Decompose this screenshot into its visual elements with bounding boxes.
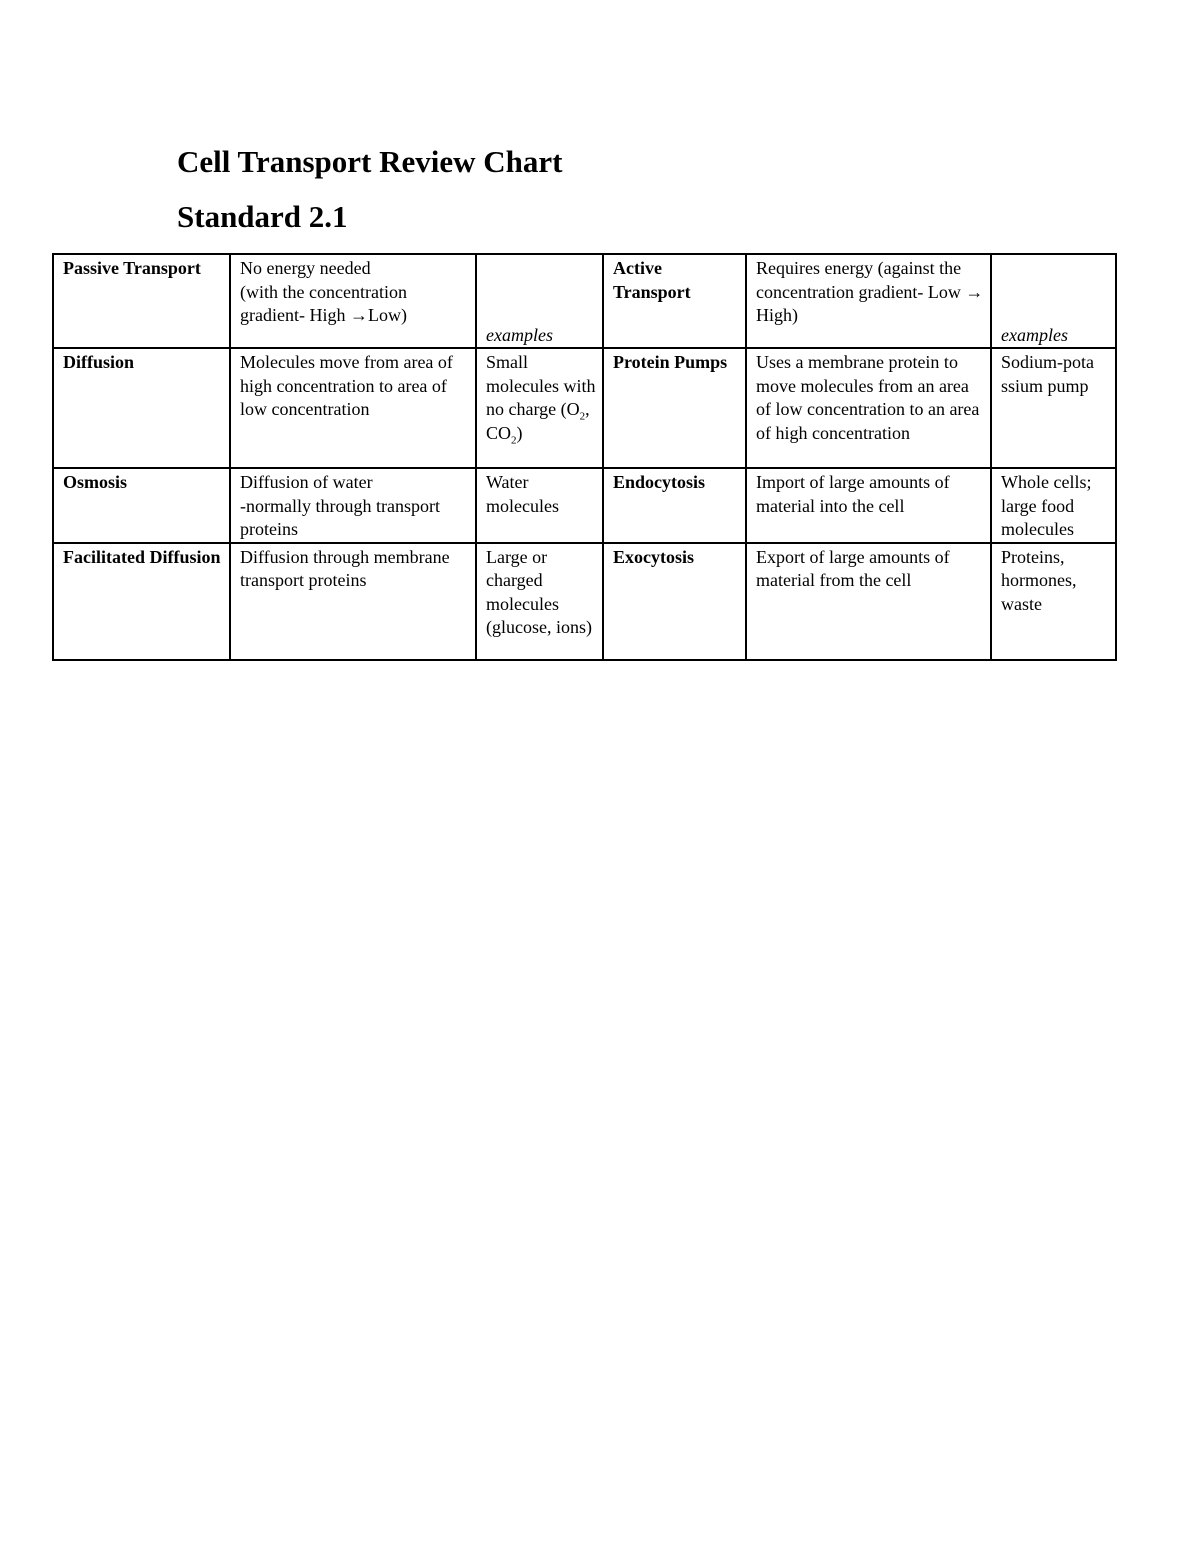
active-transport-header: Active Transport bbox=[603, 254, 746, 348]
passive-type-cell: Diffusion bbox=[53, 348, 230, 468]
passive-description-cell: Diffusion through membrane transport proteins bbox=[230, 543, 476, 660]
passive-transport-header: Passive Transport bbox=[53, 254, 230, 348]
active-examples-label: examples bbox=[1001, 324, 1068, 345]
active-type-cell: Endocytosis bbox=[603, 468, 746, 543]
active-examples-header-cell bbox=[991, 254, 1116, 348]
active-type-cell: Exocytosis bbox=[603, 543, 746, 660]
active-examples-cell: Proteins, hormones, waste bbox=[991, 543, 1116, 660]
passive-description-cell: Diffusion of water -normally through transport proteins bbox=[230, 468, 476, 543]
passive-transport-description: No energy needed (with the concentration gradient- High →Low) bbox=[230, 254, 476, 348]
subscript: 2 bbox=[579, 410, 586, 423]
active-transport-description: Requires energy (against the concentration gradient- Low → High) bbox=[746, 254, 991, 348]
active-type-cell: Protein Pumps bbox=[603, 348, 746, 468]
subscript: 2 bbox=[511, 434, 517, 447]
table-row bbox=[53, 468, 1116, 543]
page-title: Cell Transport Review Chart bbox=[177, 144, 563, 179]
table-row bbox=[53, 543, 1116, 660]
cell-transport-table bbox=[52, 253, 1117, 661]
passive-type-cell: Osmosis bbox=[53, 468, 230, 543]
active-description-cell: Export of large amounts of material from the cell bbox=[746, 543, 991, 660]
passive-examples-label: examples bbox=[486, 324, 553, 345]
examples-text: Small molecules with no charge (O bbox=[486, 352, 596, 419]
active-description-cell: Import of large amounts of material into the cell bbox=[746, 468, 991, 543]
passive-description-cell: Molecules move from area of high concentration to area of low concentration bbox=[230, 348, 476, 468]
examples-text: , CO bbox=[486, 399, 590, 443]
table-header-row bbox=[53, 254, 1116, 348]
active-examples-cell: Whole cells; large food molecules bbox=[991, 468, 1116, 543]
active-description-cell: Uses a membrane protein to move molecules from an area of low concentration to an area of high concentration bbox=[746, 348, 991, 468]
page-subtitle: Standard 2.1 bbox=[177, 199, 348, 234]
passive-examples-cell: Water molecules bbox=[476, 468, 603, 543]
passive-examples-cell: Large or charged molecules (glucose, ions) bbox=[476, 543, 603, 660]
examples-text: ) bbox=[516, 422, 523, 443]
passive-examples-cell bbox=[476, 348, 603, 468]
passive-type-cell: Facilitated Diffusion bbox=[53, 543, 230, 660]
table-row bbox=[53, 348, 1116, 468]
active-examples-cell: Sodium-pota ssium pump bbox=[991, 348, 1116, 468]
passive-examples-header-cell bbox=[476, 254, 603, 348]
